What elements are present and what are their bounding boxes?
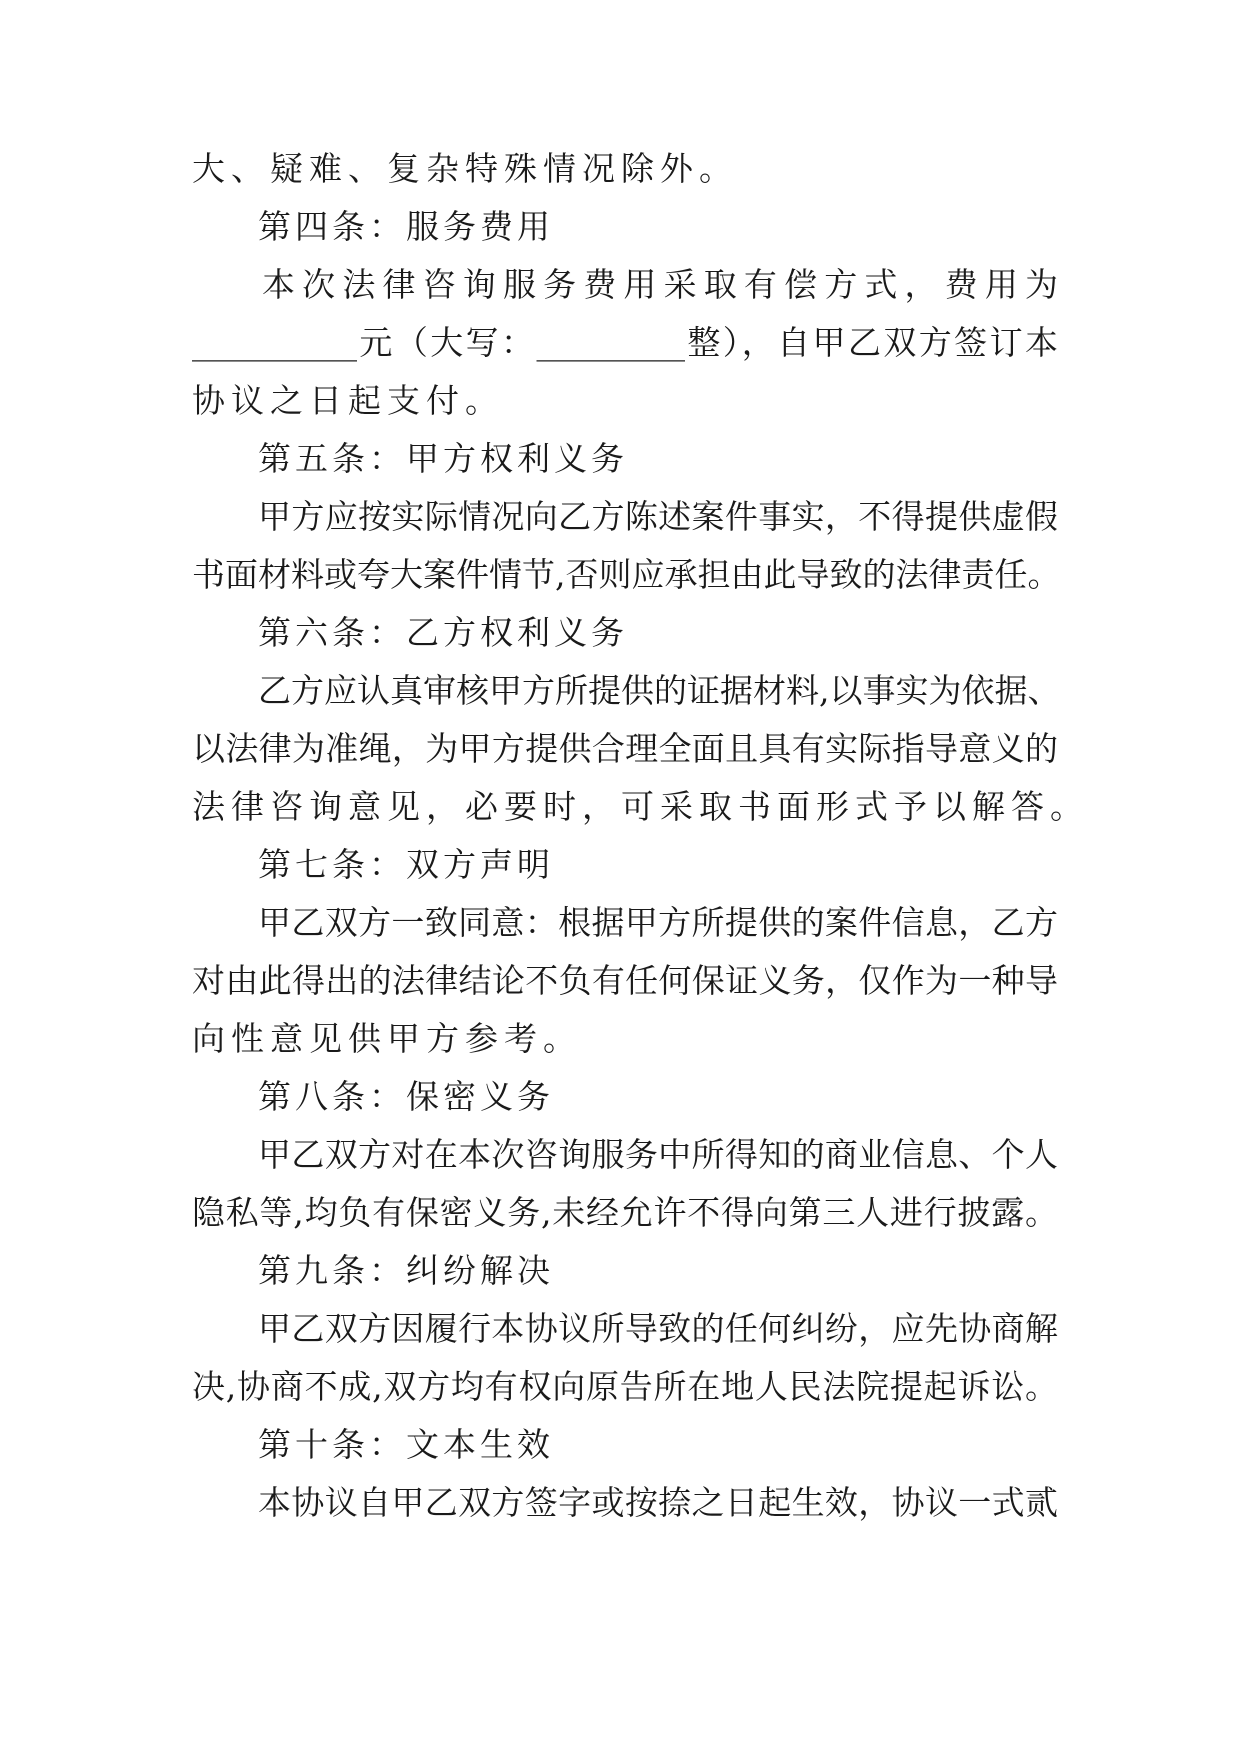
article-5-heading: 第五条：甲方权利义务 <box>258 439 628 478</box>
article-7-text-line: 甲乙双方一致同意：根据甲方所提供的案件信息，乙方 <box>258 903 1058 942</box>
article-9-heading: 第九条：纠纷解决 <box>258 1251 554 1290</box>
article-8-heading: 第八条：保密义务 <box>258 1077 554 1116</box>
article-5-text-line: 书面材料或夸大案件情节,否则应承担由此导致的法律责任。 <box>192 555 1061 594</box>
article-4-heading: 第四条：服务费用 <box>258 207 554 246</box>
article-6-heading: 第六条：乙方权利义务 <box>258 613 628 652</box>
article-9-text-line: 甲乙双方因履行本协议所导致的任何纠纷，应先协商解 <box>258 1309 1058 1348</box>
article-4-text-line: 协议之日起支付。 <box>192 381 504 420</box>
article-7-heading: 第七条：双方声明 <box>258 845 554 884</box>
article-6-text-line: 以法律为准绳，为甲方提供合理全面且具有实际指导意义的 <box>192 729 1058 768</box>
article-6-text-line: 法律咨询意见，必要时，可采取书面形式予以解答。 <box>192 787 1089 826</box>
article-9-text-line: 决,协商不成,双方均有权向原告所在地人民法院提起诉讼。 <box>192 1367 1058 1406</box>
article-5-text-line: 甲方应按实际情况向乙方陈述案件事实，不得提供虚假 <box>258 497 1058 536</box>
article-4-text-line: 本次法律咨询服务费用采取有偿方式，费用为 <box>262 265 1058 304</box>
article-7-text-line: 向性意见供甲方参考。 <box>192 1019 582 1058</box>
article-8-text-line: 甲乙双方对在本次咨询服务中所得知的商业信息、个人 <box>258 1135 1058 1174</box>
article-10-heading: 第十条：文本生效 <box>258 1425 554 1464</box>
article-6-text-line: 乙方应认真审核甲方所提供的证据材料,以事实为依据、 <box>258 671 1061 710</box>
continuation-line: 大、疑难、复杂特殊情况除外。 <box>192 149 738 188</box>
article-7-text-line: 对由此得出的法律结论不负有任何保证义务，仅作为一种导 <box>192 961 1058 1000</box>
article-8-text-line: 隐私等,均负有保密义务,未经允许不得向第三人进行披露。 <box>192 1193 1058 1232</box>
article-4-text-line: __________元（大写：_________整），自甲乙双方签订本 <box>192 323 1058 362</box>
article-10-text-line: 本协议自甲乙双方签字或按捺之日起生效，协议一式贰 <box>258 1483 1058 1522</box>
